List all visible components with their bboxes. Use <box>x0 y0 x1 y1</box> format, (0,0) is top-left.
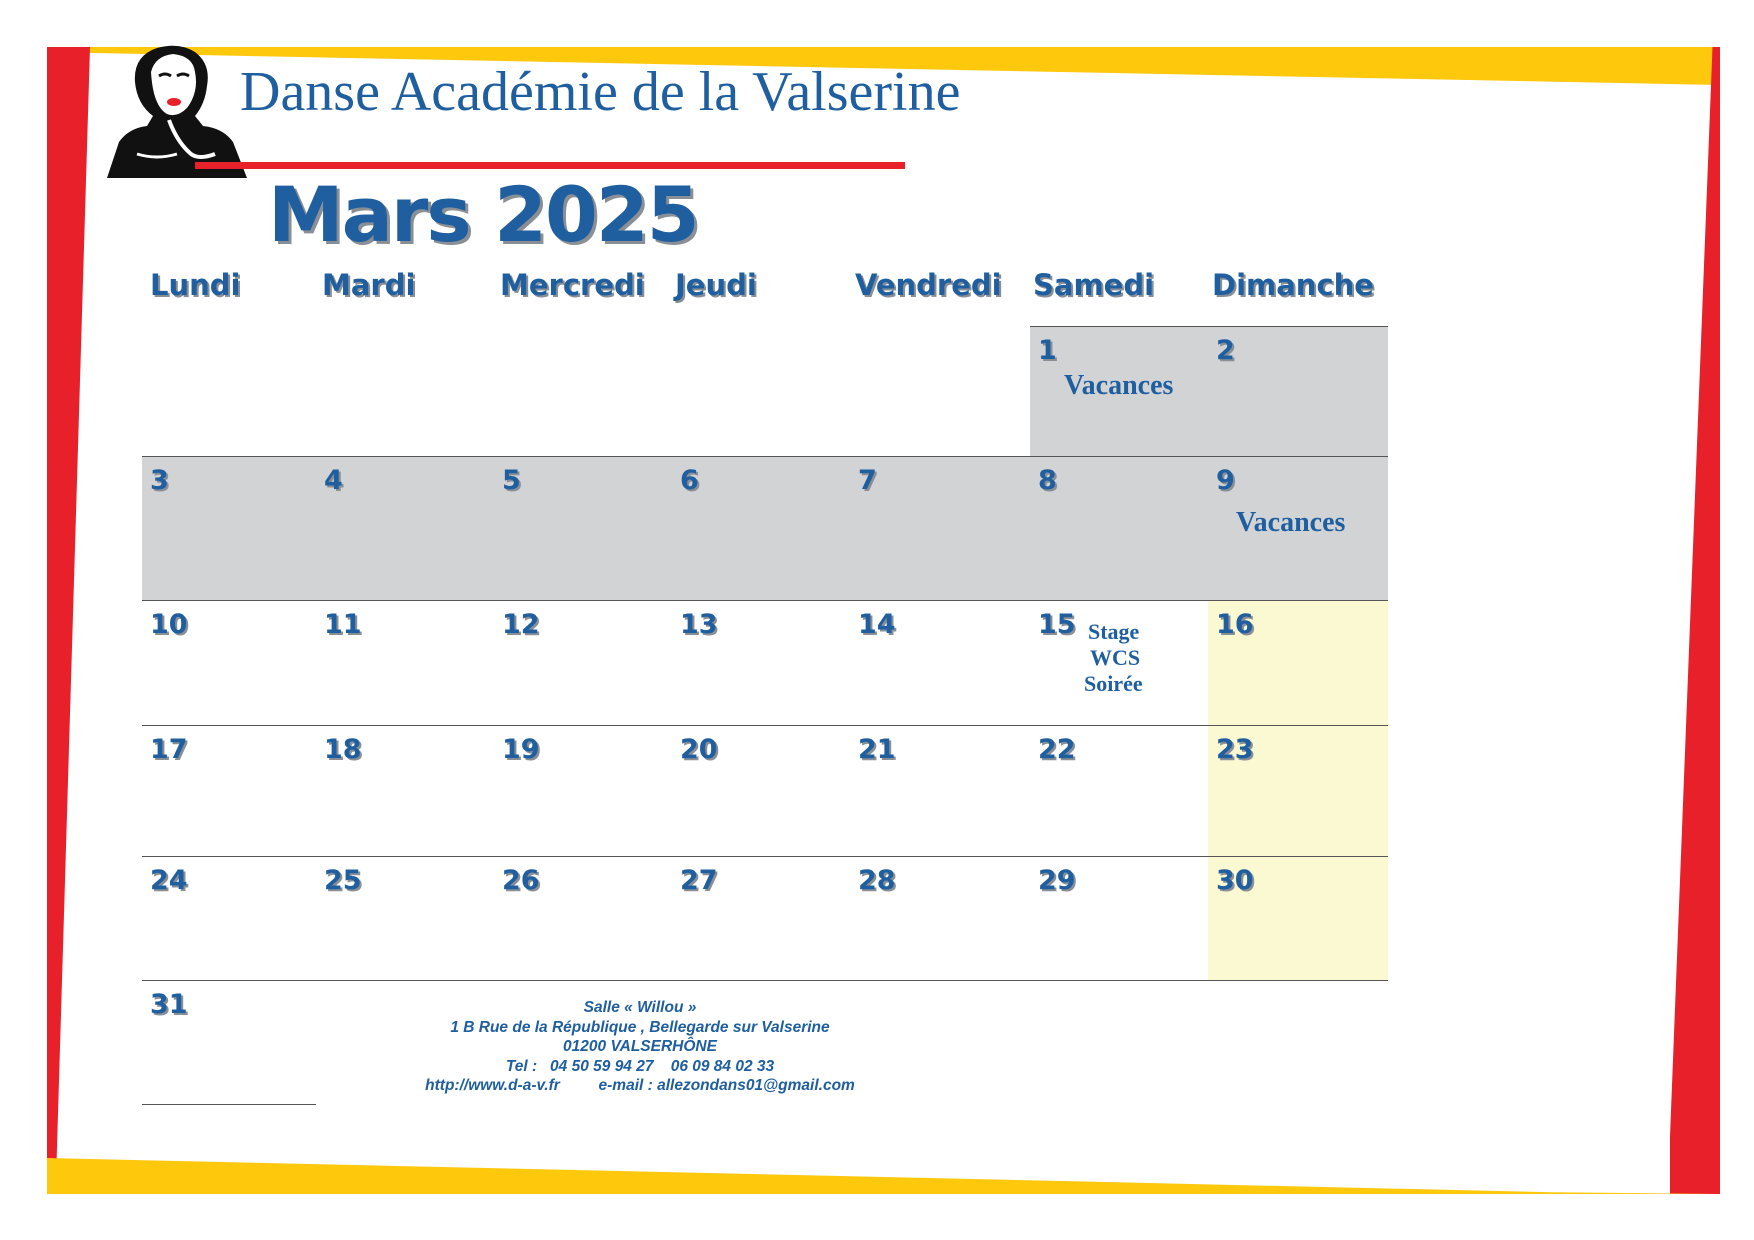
day-number: 17 <box>150 734 188 765</box>
street-address: 1 B Rue de la République , Bellegarde sur Valserine <box>450 1018 830 1036</box>
day-cell <box>316 857 494 980</box>
footer-divider <box>142 1104 316 1105</box>
postal-city: 01200 VALSERHÔNE <box>563 1038 717 1055</box>
day-number: 20 <box>680 734 718 765</box>
day-cell <box>316 457 494 600</box>
day-cell <box>142 981 316 1103</box>
day-number: 19 <box>502 734 540 765</box>
day-cell <box>494 857 672 980</box>
weekday-dimanche: Dimanche <box>1212 268 1374 302</box>
day-cell <box>672 857 850 980</box>
academy-title: Danse Académie de la Valserine <box>240 61 961 123</box>
day-cell <box>1030 726 1208 856</box>
day-cell <box>850 726 1030 856</box>
holiday-label: Vacances <box>1064 370 1174 401</box>
holiday-label: Vacances <box>1236 507 1346 538</box>
day-cell <box>850 457 1030 600</box>
venue-name: Salle « Willou » <box>583 999 697 1016</box>
day-number: 12 <box>502 609 540 640</box>
day-number: 2 <box>1216 335 1235 366</box>
day-number: 5 <box>502 465 521 496</box>
weekday-jeudi: Jeudi <box>675 268 757 302</box>
event-label: Stage <box>1088 619 1140 644</box>
day-cell <box>1030 327 1208 456</box>
event-label: WCS <box>1090 645 1141 670</box>
address-block <box>360 998 920 1096</box>
day-number: 27 <box>680 865 718 896</box>
day-cell <box>142 726 316 856</box>
day-cell <box>494 726 672 856</box>
weekday-lundi: Lundi <box>150 268 241 302</box>
day-number: 3 <box>150 465 169 496</box>
day-cell <box>494 601 672 725</box>
day-number: 18 <box>324 734 362 765</box>
day-cell <box>850 857 1030 980</box>
day-cell <box>142 857 316 980</box>
day-number: 8 <box>1038 465 1057 496</box>
day-number: 26 <box>502 865 540 896</box>
day-cell <box>494 457 672 600</box>
day-cell <box>1208 601 1388 725</box>
day-cell <box>1208 327 1388 456</box>
day-number: 15 <box>1038 609 1076 640</box>
day-number: 4 <box>324 465 343 496</box>
weekday-mardi: Mardi <box>322 268 416 302</box>
day-cell <box>1208 457 1388 600</box>
row-divider <box>142 980 1388 981</box>
day-number: 29 <box>1038 865 1076 896</box>
weekday-mercredi: Mercredi <box>500 268 645 302</box>
left-red-stripe <box>47 47 90 1194</box>
day-cell <box>672 457 850 600</box>
day-cell <box>1208 857 1388 980</box>
day-number: 30 <box>1216 865 1254 896</box>
day-cell <box>1030 601 1208 725</box>
month-title: Mars 2025 <box>268 170 698 259</box>
phone-numbers: Tel : 04 50 59 94 27 06 09 84 02 33 <box>505 1057 775 1075</box>
day-number: 9 <box>1216 465 1235 496</box>
weekday-vendredi: Vendredi <box>855 268 1002 302</box>
day-number: 21 <box>858 734 896 765</box>
website-email: http://www.d-a-v.fr e-mail : allezondans01@gmail.com <box>425 1077 855 1094</box>
event-label: Soirée <box>1084 671 1143 696</box>
day-number: 16 <box>1216 609 1254 640</box>
day-number: 24 <box>150 865 188 896</box>
bottom-yellow-stripe <box>47 1158 1719 1194</box>
right-red-stripe <box>1670 47 1720 1194</box>
dancer-logo <box>107 42 255 180</box>
day-number: 23 <box>1216 734 1254 765</box>
day-number: 22 <box>1038 734 1076 765</box>
day-number: 6 <box>680 465 699 496</box>
weekday-samedi: Samedi <box>1033 268 1155 302</box>
day-cell <box>142 457 316 600</box>
day-number: 28 <box>858 865 896 896</box>
day-number: 10 <box>150 609 188 640</box>
day-number: 14 <box>858 609 896 640</box>
header-divider <box>195 162 905 169</box>
day-cell <box>850 601 1030 725</box>
day-number: 25 <box>324 865 362 896</box>
day-cell <box>316 726 494 856</box>
day-cell <box>142 601 316 725</box>
day-number: 1 <box>1038 335 1057 366</box>
day-cell <box>1030 857 1208 980</box>
day-cell <box>1030 457 1208 600</box>
day-cell <box>1208 726 1388 856</box>
day-cell <box>672 601 850 725</box>
day-number: 31 <box>150 989 188 1020</box>
day-number: 7 <box>858 465 877 496</box>
day-cell <box>316 601 494 725</box>
day-number: 11 <box>324 609 362 640</box>
day-cell <box>672 726 850 856</box>
day-number: 13 <box>680 609 718 640</box>
